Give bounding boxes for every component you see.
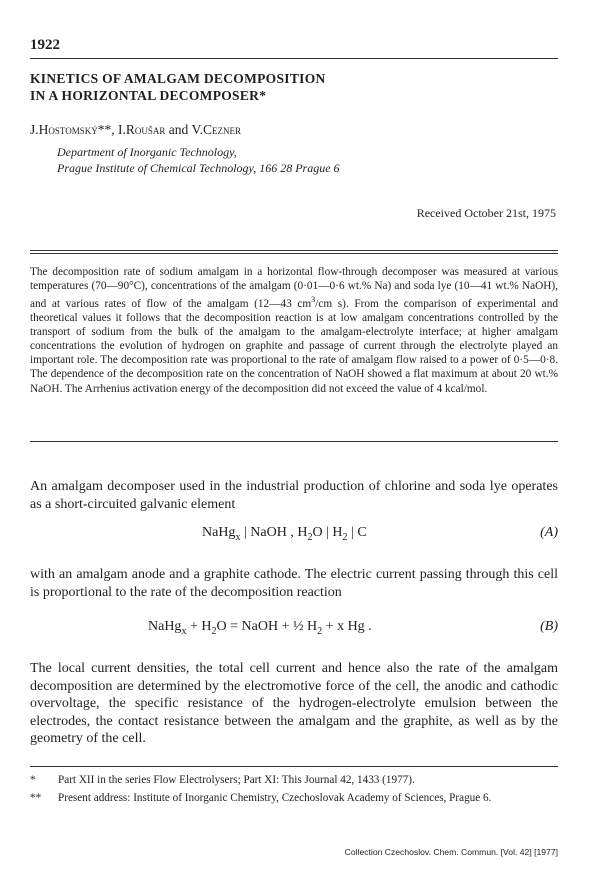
author-2: I.Roušar — [117, 122, 166, 137]
abstract-sup: 3 — [311, 295, 316, 305]
abstract-top-rule-2 — [30, 253, 558, 254]
abstract-bottom-rule — [30, 441, 558, 442]
abstract-top-rule — [30, 250, 558, 251]
affiliation — [57, 144, 340, 176]
eq-b-part1: + H — [186, 619, 212, 634]
footnote-2 — [30, 791, 558, 805]
page-number: 1922 — [30, 37, 60, 53]
author-sep-1: , — [111, 122, 118, 137]
affiliation-line-2: Prague Institute of Chemical Technology, 166 28 Prague 6 — [57, 161, 340, 175]
eq-a-nahg: NaHg — [202, 525, 236, 540]
paragraph-1-text: An amalgam decomposer used in the industrial production of chlorine and soda lye operates as a short-circuited galvanic element — [30, 479, 558, 512]
eq-b-nahg: NaHg — [148, 619, 182, 634]
footnote-2-text: Present address: Institute of Inorganic Chemistry, Czechoslovak Academy of Sciences, Prague 6. — [58, 792, 492, 804]
journal-footer: Collection Czechoslov. Chem. Commun. [Vol. 42] [1977] — [344, 847, 558, 857]
eq-b-half: ½ — [293, 619, 304, 634]
footnote-1-text: Part XII in the series Flow Electrolysers; Part XI: This Journal 42, 1433 (1977). — [58, 774, 415, 786]
affiliation-line-1: Department of Inorganic Technology, — [57, 145, 237, 159]
abstract — [30, 265, 558, 396]
equation-a-label: (A) — [540, 525, 558, 540]
paragraph-3-text: The local current densities, the total cell current and hence also the rate of the amalgam decomposition are determined by the electromotive force of the cell, the anodic and cathodic overvoltage, the specific resistance of the hydrogen-electrolyte emulsion between the electrodes, the contact resistance between the amalgam and the graphite, as well as by the geometry of the cell. — [30, 661, 558, 746]
title-line-2: IN A HORIZONTAL DECOMPOSER* — [30, 88, 267, 103]
eq-a-part2: O | H — [312, 525, 343, 540]
eq-b-sub-x: x — [181, 625, 187, 637]
author-sep-2: and — [165, 122, 192, 137]
received-date: Received October 21st, 1975 — [416, 206, 556, 220]
eq-b-part3: H — [303, 619, 318, 634]
footnote-rule — [30, 766, 558, 767]
eq-a-part1: | NaOH , H — [240, 525, 308, 540]
equation-b — [148, 619, 372, 637]
eq-a-sub-2b: 2 — [342, 531, 348, 543]
abstract-text-2: /cm s). From the comparison of experimental and theoretical values it follows that the decomposition reaction is at low amalgam concentrations controlled by the transport of sodium from the bulk of the amalgam to the amalgam-electrolyte interface; at higher amalgam concentrations the evolution of hydrogen on graphite and passage of current through the electrolyte played an important role. The decomposition rate was proportional to the rate of amalgam flow raised to a power of 0·5—0·8. The dependence of the decomposition rate on the concentration of NaOH showed a flat maximum at about 20 wt.% NaOH. The Arrhenius activation energy of the decomposition did not exceed the value of 4 kcal/mol. — [30, 297, 558, 395]
author-1: J.Hostomský** — [30, 122, 112, 137]
paragraph-2 — [30, 566, 558, 601]
eq-a-sub-x: x — [235, 531, 241, 543]
eq-b-sub-2b: 2 — [317, 625, 323, 637]
eq-b-sub-2: 2 — [211, 625, 217, 637]
authors — [30, 122, 241, 138]
eq-a-sub-2: 2 — [307, 531, 313, 543]
eq-b-part4: + x Hg . — [322, 619, 372, 634]
title-line-1: KINETICS OF AMALGAM DECOMPOSITION — [30, 71, 326, 86]
footnote-2-mark: ** — [30, 792, 42, 804]
header-rule — [30, 58, 558, 59]
abstract-text-1: The decomposition rate of sodium amalgam in a horizontal flow-through decomposer was measured at various temperatures (70—90°C), concentrations of the amalgam (0·01—0·6 wt.% Na) and soda lye (10—41 wt.% NaOH), and at various rates of flow of the amalgam (12—43 cm — [30, 266, 558, 310]
footnote-1 — [30, 773, 558, 787]
article-title — [30, 70, 570, 104]
eq-b-part2: O = NaOH + — [216, 619, 293, 634]
equation-b-label: (B) — [540, 619, 558, 634]
paragraph-3 — [30, 660, 558, 748]
paragraph-1 — [30, 478, 558, 513]
eq-a-part3: | C — [347, 525, 367, 540]
author-3: V.Cezner — [191, 122, 242, 137]
equation-a — [202, 525, 367, 543]
footnote-1-mark: * — [30, 774, 36, 786]
paragraph-2-text: with an amalgam anode and a graphite cathode. The electric current passing through this cell is proportional to the rate of the decomposition reaction — [30, 567, 558, 600]
